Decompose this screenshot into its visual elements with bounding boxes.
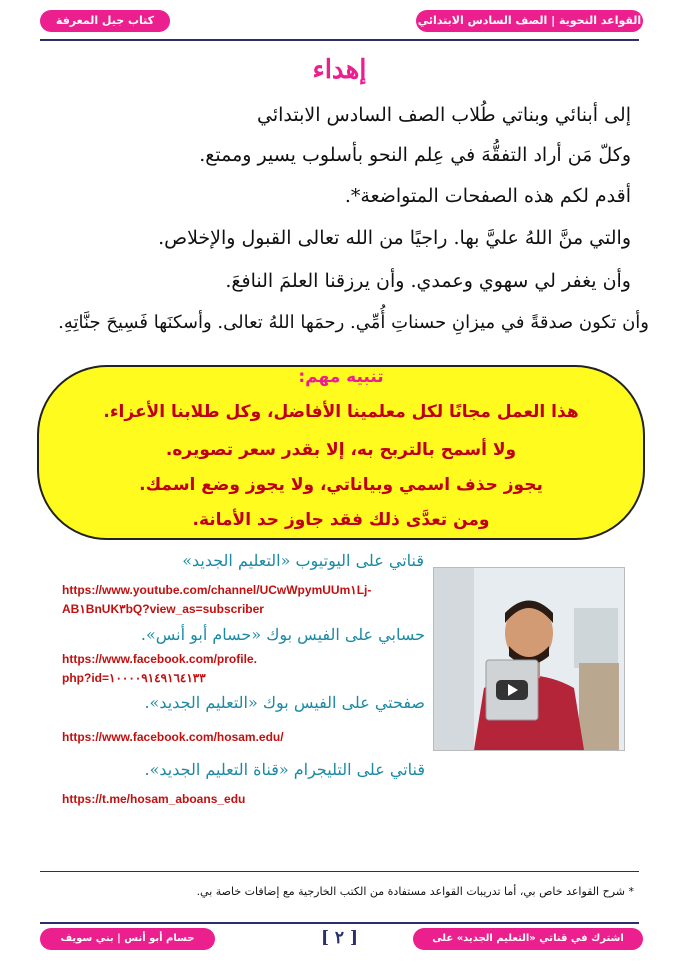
facebook-page-label: صفحتي على الفيس بوك «التعليم الجديد».: [144, 693, 425, 712]
youtube-channel-link[interactable]: https://www.youtube.com/channel/UCwWpymUUm١Lj-: [62, 583, 372, 597]
important-notice-box: [37, 365, 645, 540]
dedication-line: أقدم لكم هذه الصفحات المتواضعة*.: [344, 185, 631, 207]
header-book-title: القواعد النحوية | الصف السادس الابتدائي: [416, 10, 643, 32]
facebook-page-link[interactable]: https://www.facebook.com/hosam.edu/: [62, 730, 284, 744]
notice-line: هذا العمل مجانًا لكل معلمينا الأفاضل، وكل طلابنا الأعزاء.: [103, 402, 579, 422]
notice-line: ولا أسمح بالتربح به، إلا بقدر سعر تصويره.: [165, 440, 517, 460]
youtube-channel-label: قناتي على اليوتيوب «التعليم الجديد»: [182, 551, 424, 570]
footer-divider: [40, 922, 639, 924]
notice-heading: تنبيه مهم:: [298, 367, 384, 387]
facebook-profile-label: حسابي على الفيس بوك «حسام أبو أنس».: [140, 625, 425, 644]
page-number: [ ٢ ]: [320, 928, 359, 948]
facebook-profile-link[interactable]: https://www.facebook.com/profile.: [62, 652, 257, 666]
dedication-line: وأن تكون صدقةً في ميزانِ حسناتِ أُمِّي. رحمَها اللهُ تعالى. وأسكنَها فَسِيحَ جنَّاتِهِ.: [58, 312, 649, 333]
youtube-channel-link[interactable]: AB١BnUK٣bQ?view_as=subscriber: [62, 602, 264, 616]
dedication-title: إهداء: [312, 55, 367, 85]
dedication-line: وأن يغفر لي سهوي وعمدي. وأن يرزقنا العلمَ النافعَ.: [225, 270, 631, 292]
footnote-divider: [40, 871, 639, 872]
author-photo: [433, 567, 625, 751]
telegram-channel-label: قناتي على التليجرام «قناة التعليم الجديد».: [144, 760, 425, 779]
header-series-name: كتاب جيل المعرفة: [40, 10, 170, 32]
dedication-line: إلى أبنائي وبناتي طُلاب الصف السادس الابتدائي: [257, 104, 631, 126]
footer-author-label: حسام أبو أنس | بني سويف: [40, 928, 215, 950]
footer-subscribe-label: اشترك في قناتي «التعليم الجديد» على اليوتيوب: [413, 928, 643, 950]
telegram-channel-link[interactable]: https://t.me/hosam_aboans_edu: [62, 792, 246, 806]
dedication-line: والتي منَّ اللهُ عليَّ بها. راجيًا من الله تعالى القبول والإخلاص.: [158, 227, 631, 249]
notice-line: يجوز حذف اسمي وبياناتي، ولا يجوز وضع اسمك.: [139, 475, 543, 495]
notice-line: ومن تعدَّى ذلك فقد جاوز حد الأمانة.: [192, 510, 490, 530]
footnote-text: * شرح القواعد خاص بي، أما تدريبات القواعد مستفادة من الكتب الخارجية مع إضافات خاصة بي.: [196, 885, 634, 898]
header-divider: [40, 39, 639, 41]
facebook-profile-link[interactable]: php?id=١٠٠٠٠٩١٤٩١٦٤١٣٣: [62, 671, 206, 685]
dedication-line: وكلّ مَن أراد التفقُّهَ في عِلم النحو بأسلوب يسير وممتع.: [199, 144, 631, 166]
